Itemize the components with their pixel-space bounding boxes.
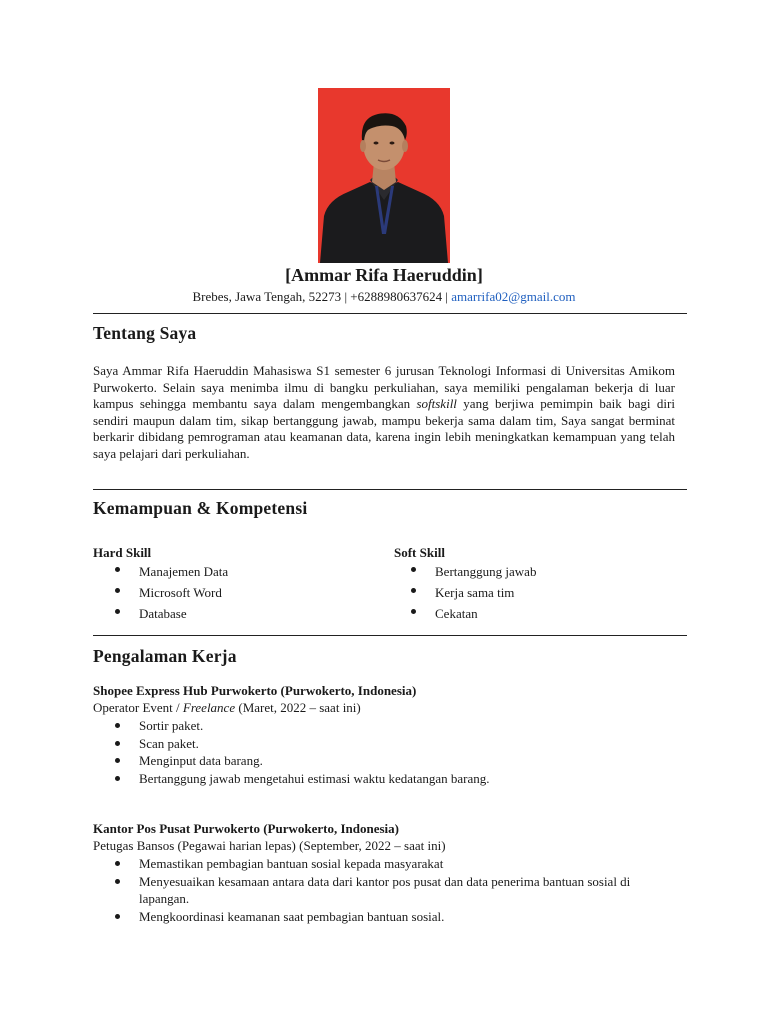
skill-label: Database <box>139 606 187 621</box>
soft-skill-title: Soft Skill <box>394 545 445 560</box>
task-text: Memastikan pembagian bantuan sosial kepada masyarakat <box>139 856 444 871</box>
list-item <box>93 603 373 624</box>
task-text: Menyesuaikan kesamaan antara data dari kantor pos pusat dan data penerima bantuan sosial di lapangan. <box>139 873 631 906</box>
role-text: (Maret, 2022 – saat ini) <box>235 700 361 715</box>
bullet-icon <box>115 588 120 593</box>
hard-skill-title: Hard Skill <box>93 545 152 560</box>
about-heading: Tentang Saya <box>93 323 197 343</box>
separator: | <box>442 289 452 304</box>
skill-label: Microsoft Word <box>139 585 222 600</box>
profile-photo <box>318 88 450 263</box>
about-text-part: yang berjiwa pemimpin baik bagi diri sendiri maupun dalam tim, sikap bertanggung jawab, mampu bekerja sama dalam tim, Saya sangat berminat berkarir dibidang pemrograman atau keamanan data, karena ingin lebih meningkatkan kemampuan yang telah saya pelajari dari perkuliahan. <box>93 396 675 461</box>
task-text: Scan paket. <box>139 735 199 751</box>
role-text: Petugas Bansos (Pegawai harian lepas) (September, 2022 – saat ini) <box>93 838 446 853</box>
divider <box>93 489 687 490</box>
task-text: Mengkoordinasi keamanan saat pembagian bantuan sosial. <box>139 908 445 924</box>
about-text <box>93 363 675 463</box>
role-text: Operator Event / <box>93 700 183 715</box>
list-item <box>93 735 687 753</box>
about-text-part: Saya Ammar Rifa Haeruddin Mahasiswa S1 semester 6 jurusan Teknologi Informasi di Universitas Amikom Purwokerto. Selain saya menimba ilmu di bangku perkuliahan, saya memiliki pengalaman bekerja di luar kampus sehingga membantu saya dalam mengembangkan <box>93 363 675 412</box>
contact-line <box>0 289 768 305</box>
list-item <box>93 908 683 926</box>
list-item <box>93 582 373 603</box>
list-item <box>93 717 687 735</box>
list-item <box>93 770 687 788</box>
bullet-icon <box>115 567 120 572</box>
skills-heading: Kemampuan & Kompetensi <box>93 498 308 518</box>
list-item <box>93 873 683 908</box>
list-item <box>93 855 683 873</box>
bullet-icon <box>115 758 120 763</box>
divider <box>93 635 687 636</box>
about-italic-word: softskill <box>416 396 457 412</box>
separator: | <box>341 289 351 304</box>
bullet-icon <box>411 588 416 593</box>
job-company: Kantor Pos Pusat Purwokerto (Purwokerto, Indonesia) <box>93 821 399 836</box>
bullet-icon <box>115 861 120 866</box>
experience-heading: Pengalaman Kerja <box>93 646 237 666</box>
email-link[interactable]: amarrifa02@gmail.com <box>451 289 576 304</box>
bullet-icon <box>411 609 416 614</box>
task-text: Bertanggung jawab mengetahui estimasi waktu kedatangan barang. <box>139 770 490 786</box>
hard-skill-list <box>93 561 373 624</box>
list-item <box>389 603 669 624</box>
soft-skill-list <box>389 561 669 624</box>
bullet-icon <box>115 914 120 919</box>
skill-label: Manajemen Data <box>139 564 229 579</box>
job-role <box>93 838 446 854</box>
divider <box>93 313 687 314</box>
skill-label: Bertanggung jawab <box>435 564 537 579</box>
list-item <box>389 582 669 603</box>
skill-label: Kerja sama tim <box>435 585 515 600</box>
job-role <box>93 700 361 716</box>
address: Brebes, Jawa Tengah, 52273 <box>192 289 342 304</box>
bullet-icon <box>115 879 120 884</box>
bullet-icon <box>411 567 416 572</box>
role-italic: Freelance <box>182 700 236 715</box>
bullet-icon <box>115 741 120 746</box>
job-task-list <box>93 855 683 925</box>
bullet-icon <box>115 723 120 728</box>
bullet-icon <box>115 776 120 781</box>
task-text: Sortir paket. <box>139 718 204 733</box>
job-company: Shopee Express Hub Purwokerto (Purwokerto, Indonesia) <box>93 683 417 698</box>
task-text: Menginput data barang. <box>139 753 263 768</box>
list-item <box>93 752 687 770</box>
job-task-list <box>93 717 687 787</box>
skill-label: Cekatan <box>435 606 478 621</box>
phone: +6288980637624 <box>350 289 443 304</box>
list-item <box>389 561 669 582</box>
list-item <box>93 561 373 582</box>
candidate-name: [Ammar Rifa Haeruddin] <box>285 265 483 285</box>
bullet-icon <box>115 609 120 614</box>
